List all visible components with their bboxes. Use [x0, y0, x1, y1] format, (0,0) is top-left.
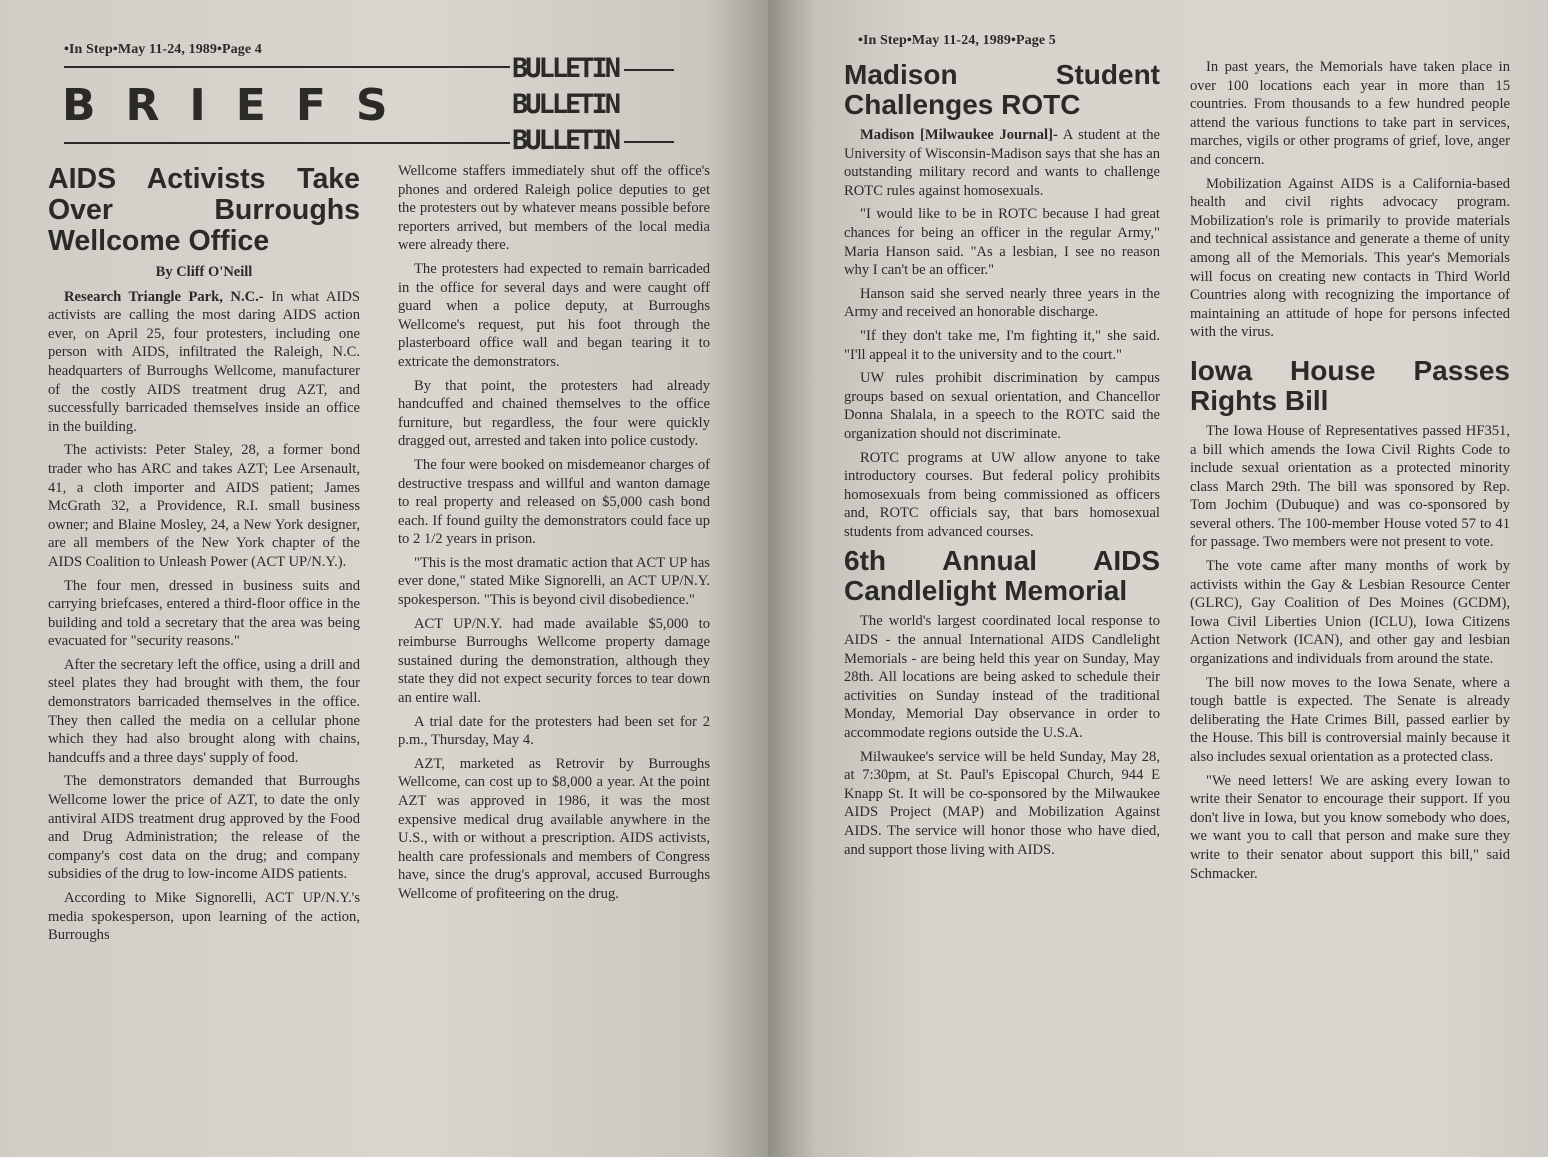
madison-headline: Madison Student Challenges ROTC [844, 59, 1160, 120]
article-paragraph: A trial date for the protesters had been set for 2 p.m., Thursday, May 4. [398, 713, 710, 749]
iowa-headline: Iowa House Passes Rights Bill [1190, 354, 1510, 416]
article-byline: By Cliff O'Neill [155, 264, 253, 280]
right-page [768, 0, 1548, 1157]
madison-paragraph: ROTC programs at UW allow anyone to take introductory courses. But federal policy prohibits homosexuals from being commissioned as officers and, ROTC officials say, that bars homosexual students from advanced courses. [844, 449, 1160, 540]
article-paragraph: After the secretary left the office, using a drill and steel plates they had brought with them, the four demonstrators barricaded themselves in the office. They then called the media on a cellular phone which they had also brought along with chains, handcuffs and a three days' supply of food. [48, 656, 360, 766]
news-column-left [844, 60, 1160, 864]
madison-paragraph: Madison [Milwaukee Journal]- A student at the University of Wisconsin-Madison says that she has an outstanding military record and wants to challenge ROTC rules against homosexuals. [844, 127, 1161, 199]
madison-paragraph: "If they don't take me, I'm fighting it," she said. "I'll appeal it to the university and to the court." [844, 327, 1160, 363]
candlelight-paragraph: The world's largest coordinated local response to AIDS - the annual International AIDS Candlelight Memorials - are being held this year on Sunday, May 28th. All locations are being asked to schedule their activities on Sunday instead of the traditional Monday, Memorial Day observance in order to accommodate regions outside the U.S.A. [844, 613, 1160, 742]
page-folio: •In Step•May 11-24, 1989•Page 5 [858, 33, 1056, 48]
news-column-right [1190, 58, 1510, 888]
article-dateline: Research Triangle Park, N.C.- [64, 288, 264, 305]
article-paragraph: Wellcome staffers immediately shut off the office's phones and ordered Raleigh police deputies to get the protesters out by whatever means possible before reporters arrived, but members of the local media were already there. [398, 163, 710, 254]
header-rule-bottom [64, 142, 510, 144]
article-column-1 [48, 164, 360, 950]
article-paragraph: The demonstrators demanded that Burroughs Wellcome lower the price of AZT, to date the only antiviral AIDS treatment drug approved by the Food and Drug Administration; the release of the company's cost data on the drug; and company subsidies of the drug to low-income AIDS patients. [48, 773, 360, 883]
bulletin-banner-2: BULLETIN [512, 89, 619, 120]
section-title: BRIEFS [62, 80, 418, 131]
iowa-paragraph: "We need letters! We are asking every Iowan to write their Senator to encourage their support. If you don't live in Iowa, but you know somebody who does, we want you to call that person and make sure they write to their senator about support this bill," said Schmacker. [1190, 772, 1510, 882]
article-paragraph: AZT, marketed as Retrovir by Burroughs Wellcome, can cost up to $8,000 a year. At the point AZT was approved in 1986, it was the most expensive medical drug available anywhere in the U.S., with or without a prescription. AIDS activists, health care professionals and members of Congress have, since the drug's approval, accused Burroughs Wellcome of profiteering on the drug. [398, 755, 710, 902]
article-paragraph: The four were booked on misdemeanor charges of destructive trespass and willful and wanton damage to real property and released on $5,000 cash bond each. If found guilty the demonstrators could face up to 2 1/2 years in prison. [398, 456, 710, 548]
article-paragraph: ACT UP/N.Y. had made available $5,000 to reimburse Burroughs Wellcome property damage sustained during the demonstration, although they state they did not expect security forces to tear down an entire wall. [398, 615, 710, 707]
article-headline: AIDS Activists Take Over Burroughs Wellcome Office [48, 163, 360, 257]
iowa-paragraph: The Iowa House of Representatives passed HF351, a bill which amends the Iowa Civil Rights Code to include sexual orientation as a protected minority class March 29th. The bill was sponsored by Rep. Tom Jochim (Dubuque) and was co-sponsored by several others. The 100-member House voted 57 to 41 for passage. Two members were not present to vote. [1190, 422, 1510, 551]
article-paragraph: The protesters had expected to remain barricaded in the office for several days and were caught off guard when a police deputy, at Burroughs Wellcome's request, put his foot through the plasterboard office wall and began tearing it to extricate the demonstrators. [398, 260, 710, 370]
madison-paragraph: Hanson said she served nearly three years in the Army and received an honorable discharge. [844, 285, 1160, 321]
madison-paragraph: "I would like to be in ROTC because I had great chances for being an officer in the regular Army," Maria Hanson said. "As a lesbian, I see no reason why I can't be an officer." [844, 206, 1160, 279]
article-paragraph: According to Mike Signorelli, ACT UP/N.Y.'s media spokesperson, upon learning of the action, Burroughs [48, 890, 360, 944]
left-page [0, 0, 768, 1157]
header-rule-top [64, 66, 510, 68]
iowa-paragraph: The vote came after many months of work by activists within the Gay & Lesbian Resource Center (GLRC), Gay Coalition of Des Moines (GCDM), Iowa Civil Liberties Union (ICLU), Iowa Citizens Action Network (ICAN), and other gay and lesbian organizations and individuals from around the state. [1190, 558, 1510, 668]
article-paragraph: By that point, the protesters had already handcuffed and chained themselves to the office furniture, but regardless, the four were quickly dragged out, arrested and taken into police custody. [398, 377, 710, 450]
candlelight-paragraph: Milwaukee's service will be held Sunday, May 28, at 7:30pm, at St. Paul's Episcopal Church, 944 E Knapp St. It will be co-sponsored by the Milwaukee AIDS Project (MAP) and Mobilization Against AIDS. The service will honor those who have died, and support those living with AIDS. [844, 748, 1160, 858]
madison-paragraph: UW rules prohibit discrimination by campus groups based on sexual orientation, and Chancellor Donna Shalala, in a speech to the ROTC said the organization should not discriminate. [844, 370, 1160, 442]
candlelight-headline: 6th Annual AIDS Candlelight Memorial [844, 545, 1160, 607]
article-paragraph: Research Triangle Park, N.C.- In what AIDS activists are calling the most daring AIDS action ever, on April 25, four protesters, including one person with AIDS, infiltrated the Raleigh, N.C. headquarters of Burroughs Wellcome, manufacturer of the costly AIDS treatment drug AZT, and successfully barricaded themselves inside an office in the building. [48, 288, 360, 435]
article-column-2 [398, 162, 710, 909]
bulletin-banner-3: BULLETIN [512, 126, 674, 156]
article-paragraph: The activists: Peter Staley, 28, a former bond trader who has ARC and takes AZT; Lee Arsenault, 41, a cloth importer and AIDS patient; James McGrath 32, a Providence, R.I. small business owner; and Blaine Mosley, 24, a New York designer, are all members of the New York chapter of the AIDS Coalition to Unleash Power (ACT UP/N.Y.). [48, 442, 360, 570]
page-folio: •In Step•May 11-24, 1989•Page 4 [64, 42, 262, 57]
bulletin-banner-1: BULLETIN [512, 54, 674, 84]
article-paragraph: "This is the most dramatic action that ACT UP has ever done," stated Mike Signorelli, an ACT UP/N.Y. spokesperson. "This is beyond civil disobedience." [398, 554, 710, 609]
candlelight-paragraph: Mobilization Against AIDS is a California-based health and civil rights advocacy program. Mobilization's role is primarily to provide materials and technical assistance and generate a theme of unity among all of the Memorials. This year's Memorials will focus on creating new contacts in Third World Countries along with recognizing the importance of maintaining an attitude of hope for persons infected with the virus. [1190, 175, 1510, 341]
iowa-paragraph: The bill now moves to the Iowa Senate, where a tough battle is expected. The Senate is already deliberating the Hate Crimes Bill, passed earlier by the House. This bill is controversial mainly because it also includes sexual orientation as a protected class. [1190, 674, 1510, 765]
madison-dateline: Madison [Milwaukee Journal]- [860, 127, 1058, 143]
article-paragraph: The four men, dressed in business suits and carrying briefcases, entered a third-floor office in the building and told a secretary that the area was being evacuated for "security reasons." [48, 577, 360, 650]
candlelight-paragraph: In past years, the Memorials have taken place in over 100 locations each year in more than 15 countries. From thousands to a few hundred people attend the various functions to take part in services, marches, vigils or other programs of grief, love, anger and concern. [1190, 59, 1510, 168]
